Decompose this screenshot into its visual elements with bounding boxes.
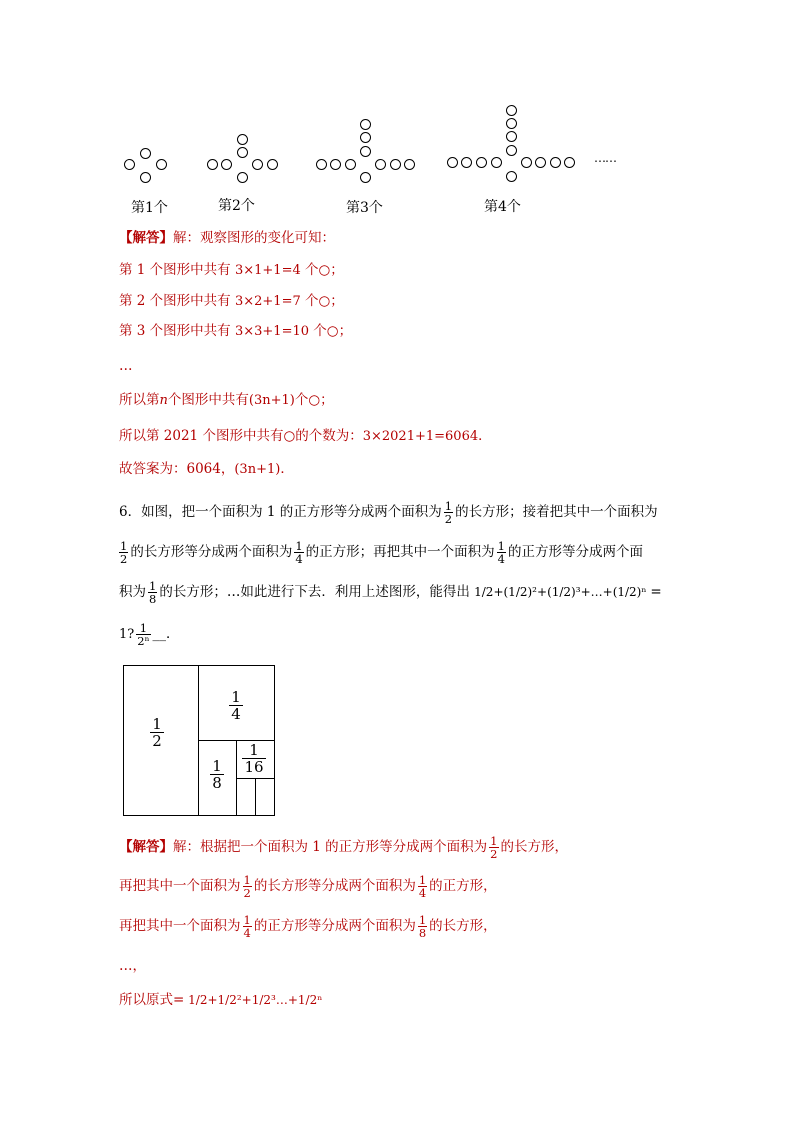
line-expr: 3×2021+1=6064 (362, 429, 479, 444)
line-text: 第 3 个图形中共有 (119, 323, 235, 339)
figure-label-4: 第4个 (484, 199, 521, 215)
line-text: 再把其中一个面积为 (119, 878, 241, 894)
circle (360, 146, 371, 157)
line-text: 的正方形；再把其中一个面积为 (305, 544, 495, 560)
line-text: 的正方形等分成两个面 (507, 544, 643, 560)
line-text: 个○； (300, 262, 344, 278)
line-text: 第 2 个图形中共有 (119, 293, 235, 309)
fraction-2n: $\frac{1}{\text{2ⁿ}}$ (137, 621, 150, 648)
circle (360, 172, 371, 183)
circle (390, 159, 401, 170)
problem-6-line-3 (119, 580, 662, 605)
figure-label-1: 第1个 (131, 200, 168, 216)
line-text: 个图形中共有 (167, 392, 249, 408)
circle (506, 131, 517, 142)
line-expr: (3n+1) (234, 462, 281, 477)
line-text: 再把其中一个面积为 (119, 918, 241, 934)
fraction-quarter: $\frac{1}{4}$ (295, 539, 303, 566)
label-quarter: $\frac{1}{4}$ (229, 689, 243, 722)
label-sixteenth: $\frac{1}{16}$ (242, 742, 266, 775)
solution-tag: 【解答】 (119, 839, 173, 855)
series-term: 1/2 (188, 993, 208, 1007)
line-text: 1? (119, 627, 135, 642)
solution-1-general (119, 390, 334, 411)
line-text: 的正方形， (429, 878, 497, 894)
fraction-eighth: $\frac{1}{8}$ (149, 579, 157, 606)
series-term: 1/2 (474, 585, 494, 599)
circle (237, 172, 248, 183)
circle (521, 157, 532, 168)
line-text: 个○； (294, 392, 334, 408)
circle (375, 159, 386, 170)
solution-2-line-2 (119, 874, 497, 899)
circle (506, 145, 517, 156)
series-term: … (275, 993, 288, 1007)
circle (506, 171, 517, 182)
circle (207, 159, 218, 170)
problem-6-line-4 (119, 622, 180, 647)
line-text: 的正方形等分成两个面积为 (253, 918, 416, 934)
circle (550, 157, 561, 168)
series-term: (1/2)³ (547, 585, 581, 599)
figure-label-2: 第2个 (218, 198, 255, 214)
solution-1-answer (119, 459, 294, 480)
solution-2-line-1 (119, 835, 568, 860)
circle (476, 157, 487, 168)
solution-intro-text: 解：观察图形的变化可知： (173, 230, 335, 246)
fraction-quarter: $\frac{1}{4}$ (418, 873, 427, 900)
problem-6-line-1 (119, 500, 658, 525)
line-text: 第 1 个图形中共有 (119, 262, 235, 278)
series-term: 1/2³ (251, 993, 276, 1007)
circle (506, 105, 517, 116)
label-eighth: $\frac{1}{8}$ (210, 758, 224, 791)
solution-1-line-2 (119, 291, 344, 312)
variable-n: n (159, 393, 168, 408)
circle (237, 147, 248, 158)
line-text: 的长方形， (500, 839, 568, 855)
series-expression: 1/2+(1/2)²+(1/2)³+…+(1/2)ⁿ (474, 585, 647, 599)
solution-tag: 【解答】 (119, 230, 173, 246)
line-text: 所以第 (119, 392, 160, 408)
line-text: 的长方形等分成两个面积为 (253, 878, 416, 894)
line-text: 积为 (119, 584, 146, 600)
circle (447, 157, 458, 168)
circle (267, 159, 278, 170)
circle (564, 157, 575, 168)
label-half: $\frac{1}{2}$ (150, 716, 164, 749)
line-text: 的长方形；…如此进行下去．利用上述图形，能得出 (159, 584, 470, 600)
solution-2-line-3 (119, 914, 497, 939)
equals-sign: = (650, 584, 662, 600)
line-expr: 3×3+1=10 (234, 324, 310, 339)
circle (491, 157, 502, 168)
series-term: 1/2² (217, 993, 242, 1007)
fraction-eighth: $\frac{1}{8}$ (418, 913, 427, 940)
solution-1-ellipsis: … (119, 358, 133, 374)
series-term: (1/2)ⁿ (612, 585, 647, 599)
fraction-half: $\frac{1}{2}$ (243, 873, 251, 900)
circle (221, 159, 232, 170)
circle (345, 159, 356, 170)
solution-1-intro (119, 228, 335, 248)
solution-1-specific (119, 426, 492, 447)
circle (316, 159, 327, 170)
circle (124, 159, 135, 170)
line-expr: (3n+1) (248, 393, 295, 408)
solution-1-line-3 (119, 321, 352, 342)
answer-blank: __． (152, 626, 180, 642)
series-term: (1/2)² (503, 585, 537, 599)
circle (156, 159, 167, 170)
divider-thirty-second (255, 778, 256, 816)
fraction-half: $\frac{1}{2}$ (490, 834, 498, 861)
circle (140, 172, 151, 183)
line-text: 的长方形等分成两个面积为 (130, 544, 293, 560)
line-text: ． (478, 428, 492, 444)
circle (461, 157, 472, 168)
line-expr: 3×1+1=4 (234, 263, 301, 278)
fraction-half: $\frac{1}{2}$ (444, 499, 453, 526)
line-expr: 3×2+1=7 (234, 294, 301, 309)
circle (535, 157, 546, 168)
solution-2-line-5: 所以原式= 1/2+1/2²+1/2³…+1/2ⁿ (119, 992, 323, 1008)
circle (360, 119, 371, 130)
problem-6-line-2 (119, 540, 643, 565)
circle (252, 159, 263, 170)
circle (140, 148, 151, 159)
problem-number: 6． (119, 504, 142, 520)
line-text: 故答案为：6064， (119, 461, 235, 477)
series-term: 1/2ⁿ (297, 993, 323, 1007)
fraction-quarter: $\frac{1}{4}$ (243, 913, 251, 940)
circle (237, 134, 248, 145)
line-text: 的长方形， (429, 918, 497, 934)
circle (506, 118, 517, 129)
solution-2-line-4: …， (119, 958, 146, 974)
circle (404, 159, 415, 170)
circle (360, 132, 371, 143)
line-text: 解：根据把一个面积为 1 的正方形等分成两个面积为 (173, 839, 488, 855)
line-text: 所以第 2021 个图形中共有○的个数为： (119, 428, 363, 444)
line-text: 个○； (309, 323, 353, 339)
circle (330, 159, 341, 170)
solution-1-line-1 (119, 260, 344, 281)
line-text: 如图，把一个面积为 1 的正方形等分成两个面积为 (141, 504, 442, 520)
figure-label-3: 第3个 (346, 200, 383, 216)
series-term: … (590, 585, 603, 599)
line-text: 个○； (300, 293, 344, 309)
more-dots: …… (594, 151, 616, 165)
line-text: 的长方形；接着把其中一个面积为 (455, 504, 658, 520)
line-text: ． (280, 461, 294, 477)
fraction-quarter: $\frac{1}{4}$ (497, 539, 505, 566)
result-expression: 1/2+1/2²+1/2³…+1/2ⁿ (188, 993, 323, 1007)
fraction-half: $\frac{1}{2}$ (120, 539, 128, 566)
line-text: 所以原式 (119, 992, 173, 1008)
